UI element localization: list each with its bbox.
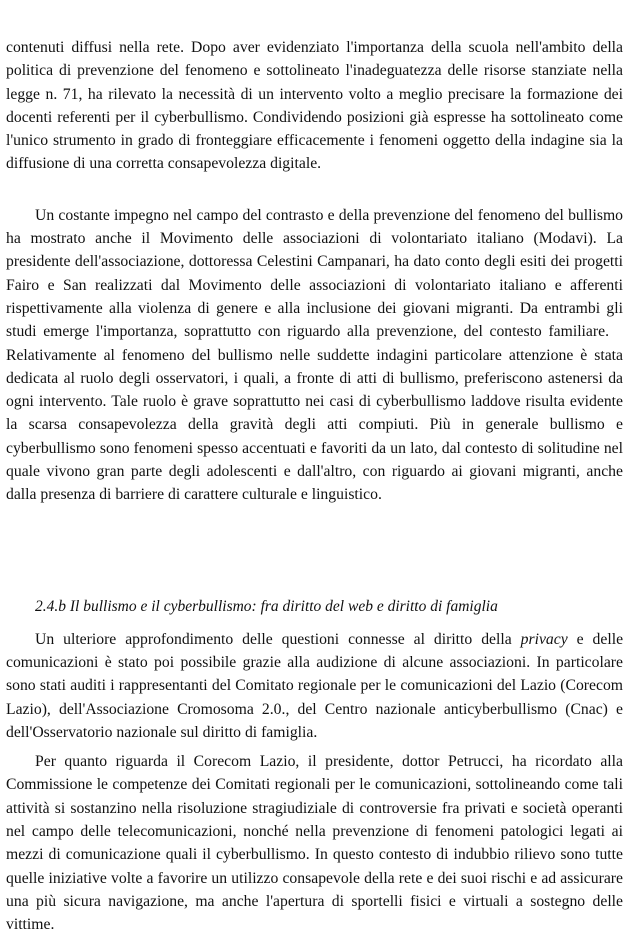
paragraph-corecom: Per quanto riguarda il Corecom Lazio, il presidente, dottor Petrucci, ha ricordato alla Commissione le competenze dei Comitati regionali per le comunicazioni, sottolineando come tali attività si sostanzino nella risoluzione stragiudiziale di controversie fra privati e società operanti nel campo delle telecomunicazioni, nonché nella prevenzione di fenomeni patologici legati ai mezzi di comunicazione quali il cyberbullismo. In questo contesto di indubbio rilievo sono tutte quelle iniziative volte a favorire un utilizzo consapevole della rete e dei suoi rischi e ad assicurare una più sicura navigazione, ma anche l'apertura di sportelli fisici e virtuali a sostegno delle vittime. [6, 753, 623, 934]
paragraph-privacy-part2: e delle comunicazioni è stato poi possibile grazie alla audizione di alcune associazioni. In particolare sono stati auditi i rappresentanti del Comitato regionale per le comunicazioni del Lazio (Corecom Lazio), dell'Associazione Cromosoma 2.0., del Centro nazionale anticyberbullismo (Cnac) e dell'Osservatorio nazionale sul diritto di famiglia. [6, 630, 624, 741]
privacy-term: privacy [520, 630, 568, 648]
section-heading: 2.4.b Il bullismo e il cyberbullismo: fra diritto del web e diritto di famiglia [35, 597, 498, 615]
paragraph-privacy [6, 628, 623, 744]
paragraph-privacy-part1: Un ulteriore approfondimento delle questioni connesse al diritto della [35, 630, 512, 648]
paragraph-modavi-part1: Un costante impegno nel campo del contrasto e della prevenzione del fenomeno del bullismo ha mostrato anche il Movimento delle associazioni di volontariato italiano (Modavi). La presidente dell'associazione, dottoressa Celestini Campanari, ha dato conto degli esiti dei progetti Fairo e San realizzati dal Movimento delle associazioni di volontariato italiano e afferenti rispettivamente alla violenza di genere e alla inclusione dei giovani migranti. Da entrambi gli studi emerge l'importanza, soprattutto con riguardo alla prevenzione, del contesto familiare. [6, 206, 623, 341]
paragraph-modavi [6, 204, 623, 507]
paragraph-modavi-part2: Relativamente al fenomeno del bullismo nelle suddette indagini particolare attenzione è stata dedicata al ruolo degli osservatori, i quali, a fronte di atti di bullismo, preferiscono astenersi da ogni intervento. Tale ruolo è grave soprattutto nei casi di cyberbullismo laddove risulta evidente la scarsa consapevolezza della gravità degli atti compiuti. Più in generale bullismo e cyberbullismo sono fenomeni spesso accentuati e favoriti da un lato, dal contesto di solitudine nel quale vivono gran parte degli adolescenti e dall'altro, con riguardo ai giovani migranti, anche dalla presenza di barriere di carattere culturale e linguistico. [6, 346, 623, 504]
document-page [6, 36, 623, 937]
paragraph-continuation: contenuti diffusi nella rete. Dopo aver evidenziato l'importanza della scuola nell'ambito della politica di prevenzione del fenomeno e sottolineato l'inadeguatezza delle risorse stanziate nella legge n. 71, ha rilevato la necessità di un intervento volto a meglio precisare la formazione dei docenti referenti per il cyberbullismo. Condividendo posizioni già espresse ha sottolineato come l'unico strumento in grado di fronteggiare efficacemente i fenomeni oggetto della indagine sia la diffusione di una corretta consapevolezza digitale. [6, 39, 623, 173]
